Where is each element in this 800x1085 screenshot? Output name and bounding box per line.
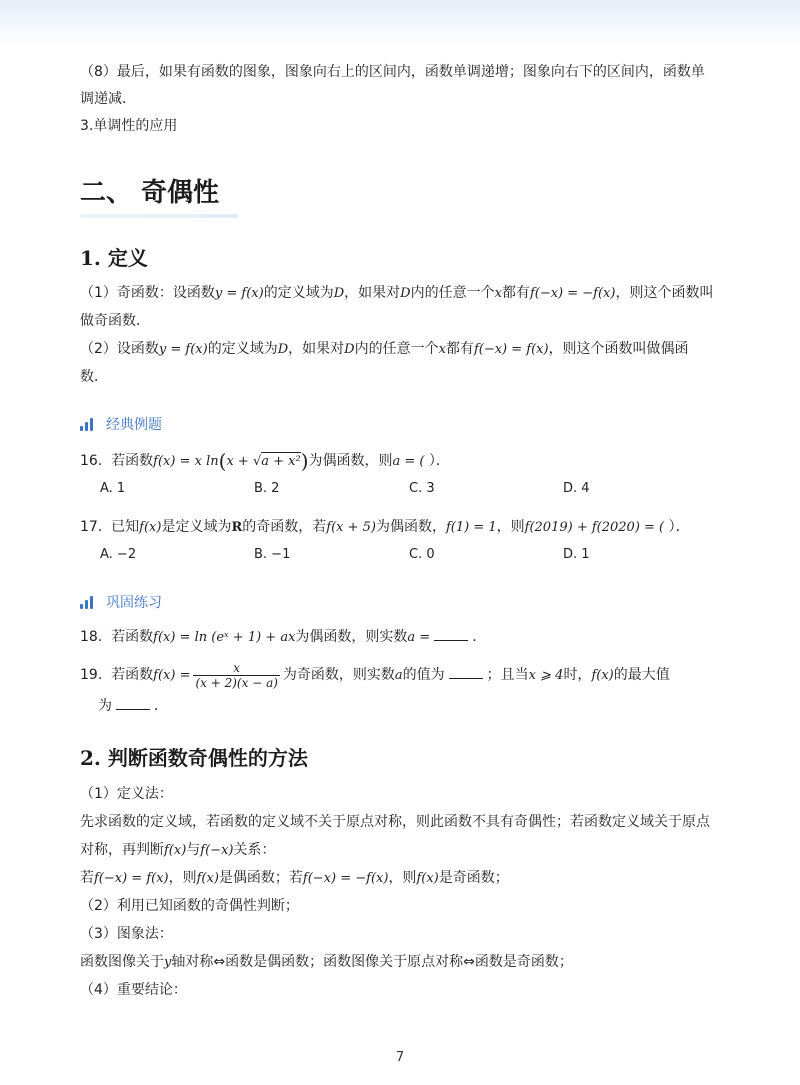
method-1-line3: 若f(−x) = f(x)，则f(x)是偶函数；若f(−x) = −f(x)，则f(x)是奇函数； xyxy=(80,870,509,886)
para-8-line2: 调递减． xyxy=(80,91,136,107)
option-d[interactable]: D. 1 xyxy=(563,547,590,562)
option-d[interactable]: D. 4 xyxy=(563,481,590,496)
section-tag-practice: 巩固练习 xyxy=(80,592,162,612)
question-18: 18. 若函数f(x) = ln (eˣ + 1) + ax为偶函数，则实数a = ． xyxy=(80,626,486,648)
def-odd-line1: （1）奇函数：设函数y = f(x)的定义域为D，如果对D内的任意一个x都有f(−x) = −f(x)，则这个函数叫 xyxy=(80,285,714,301)
method-1-label: （1）定义法： xyxy=(80,786,173,802)
method-4-label: （4）重要结论： xyxy=(80,982,187,998)
question-19-line2: 为 ． xyxy=(98,695,168,716)
method-2-label: （2）利用已知函数的奇偶性判断； xyxy=(80,898,299,914)
section-title-parity: 二、 奇偶性 xyxy=(80,178,220,208)
subheading-monotonic-application: 3.单调性的应用 xyxy=(80,118,178,134)
question-17-options xyxy=(100,547,660,567)
page-number: 7 xyxy=(395,1050,405,1065)
def-odd-line2: 做奇函数． xyxy=(80,313,150,329)
method-1-line2: 对称，再判断f(x)与f(−x)关系： xyxy=(80,842,276,858)
section-title-underline xyxy=(80,214,238,218)
heading-definition: 1. 定义 xyxy=(80,246,148,270)
option-c[interactable]: C. 3 xyxy=(409,481,435,496)
option-a[interactable]: A. 1 xyxy=(100,481,126,496)
bar-chart-icon xyxy=(80,596,96,609)
method-3-line: 函数图像关于y轴对称⇔函数是偶函数；函数图像关于原点对称⇔函数是奇函数； xyxy=(80,954,573,970)
question-16-options xyxy=(100,481,660,501)
answer-blank[interactable] xyxy=(116,695,150,710)
def-even-line1: （2）设函数y = f(x)的定义域为D，如果对D内的任意一个x都有f(−x) = f(x)，则这个函数叫做偶函 xyxy=(80,341,689,357)
fraction: $\frac{x}{(x + 2)(x - a)}$ xyxy=(195,660,278,690)
header-band xyxy=(0,0,800,46)
option-c[interactable]: C. 0 xyxy=(409,547,435,562)
question-19-line1: 19. 若函数f(x) = $\frac{x}{(x + 2)(x - a)}$ 为奇函数，则实数a的值为 ；且当x ⩾ 4时，f(x)的最大值 xyxy=(80,660,670,690)
option-a[interactable]: A. −2 xyxy=(100,547,137,562)
heading-parity-methods: 2. 判断函数奇偶性的方法 xyxy=(80,746,308,770)
question-17: 17. 已知f(x)是定义域为R的奇函数，若f(x + 5)为偶函数，f(1) = 1，则f(2019) + f(2020) = ( ）． xyxy=(80,519,690,535)
bar-chart-icon xyxy=(80,418,96,431)
option-b[interactable]: B. −1 xyxy=(254,547,291,562)
answer-blank[interactable] xyxy=(434,626,468,641)
option-b[interactable]: B. 2 xyxy=(254,481,280,496)
def-even-line2: 数． xyxy=(80,369,108,385)
answer-blank[interactable] xyxy=(449,664,483,679)
method-1-line1: 先求函数的定义域，若函数的定义域不关于原点对称，则此函数不具有奇偶性；若函数定义域关于原点 xyxy=(80,814,710,830)
question-16: 16. 若函数f(x) = x ln(x + √a + x²)为偶函数，则a = ( ）． xyxy=(80,449,450,473)
para-8-line1: （8）最后，如果有函数的图象，图象向右上的区间内，函数单调递增；图象向右下的区间内，函数单 xyxy=(80,64,705,80)
method-3-label: （3）图象法： xyxy=(80,926,173,942)
section-tag-examples: 经典例题 xyxy=(80,414,162,434)
